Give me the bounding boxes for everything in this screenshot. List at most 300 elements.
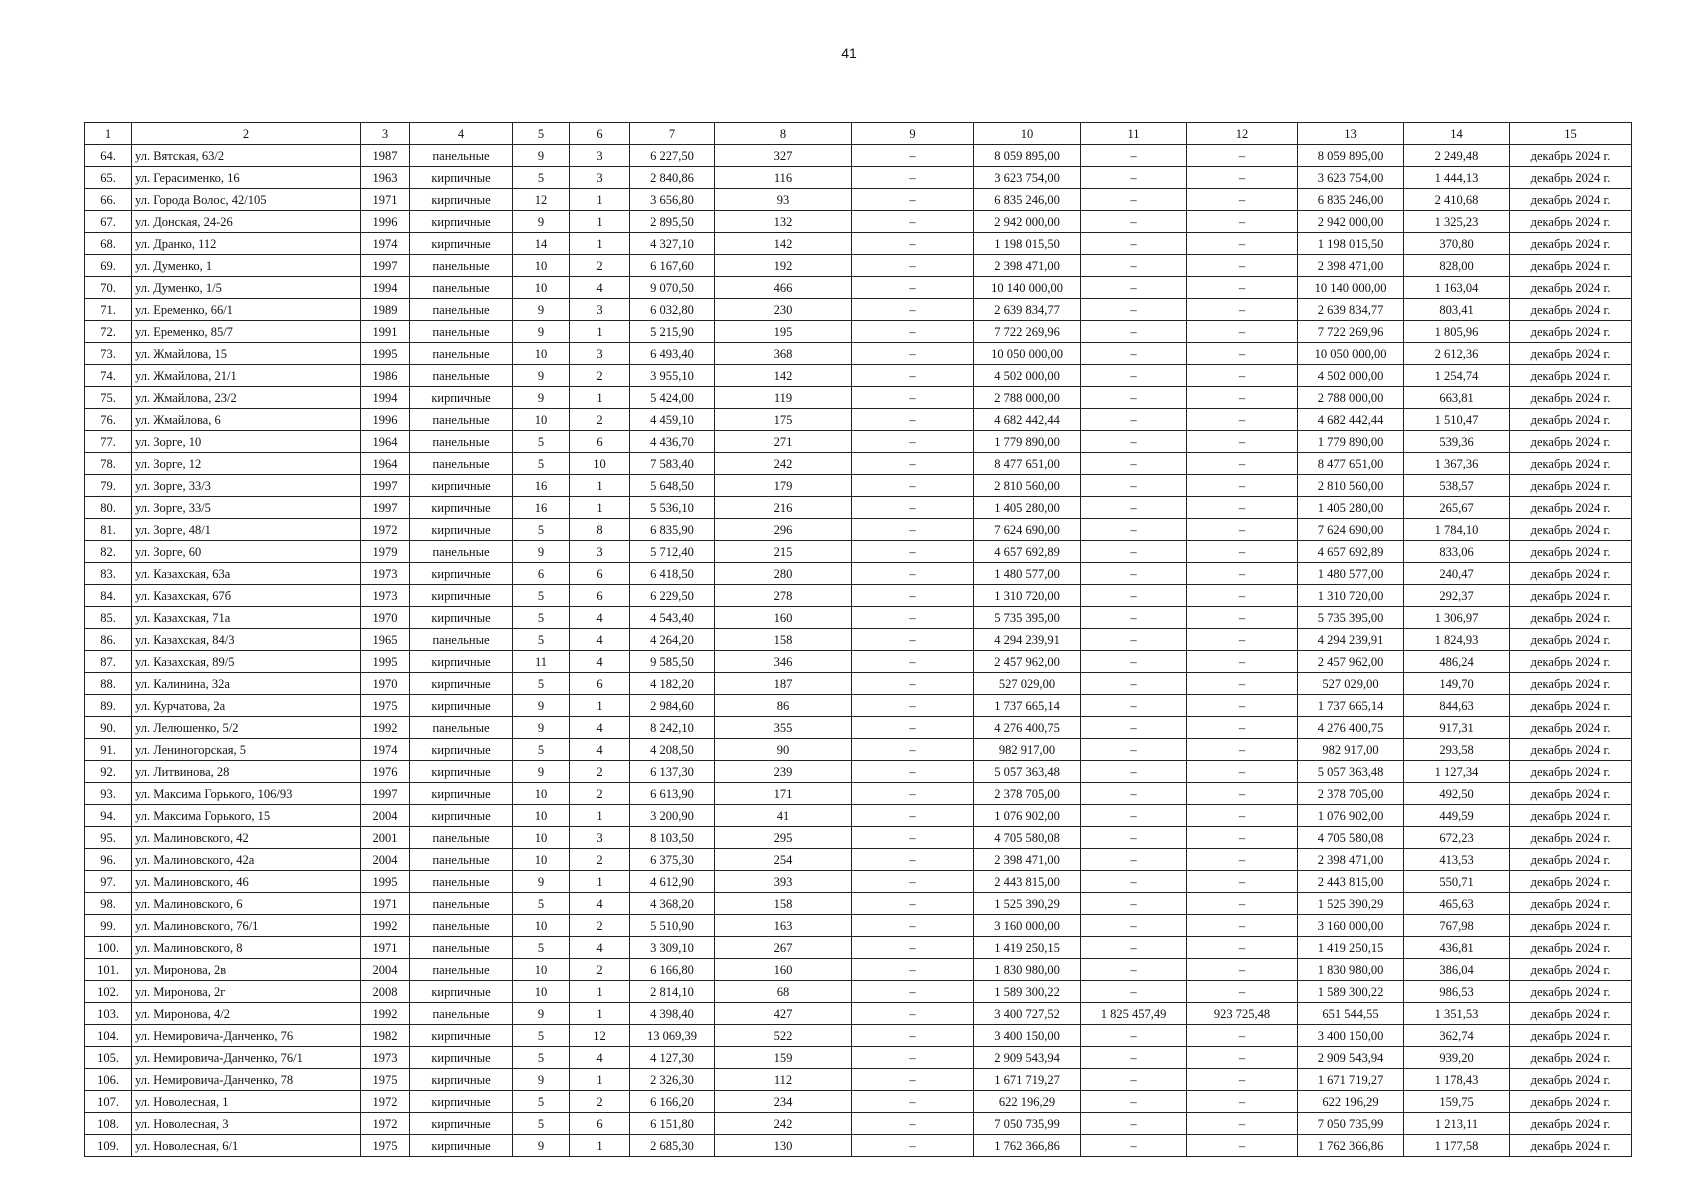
table-cell: – bbox=[852, 1113, 974, 1135]
table-row bbox=[85, 1025, 1632, 1047]
header-row bbox=[85, 123, 1632, 145]
table-cell: 1992 bbox=[361, 915, 410, 937]
table-cell: 4 682 442,44 bbox=[974, 409, 1081, 431]
table-cell: ул. Казахская, 63а bbox=[132, 563, 361, 585]
table-cell: 4 bbox=[570, 1047, 630, 1069]
table-cell: 6 166,20 bbox=[630, 1091, 715, 1113]
table-cell: 292,37 bbox=[1404, 585, 1510, 607]
table-cell: – bbox=[852, 827, 974, 849]
table-cell: – bbox=[852, 497, 974, 519]
table-cell: 3 bbox=[570, 145, 630, 167]
table-cell: 1 310 720,00 bbox=[974, 585, 1081, 607]
table-cell: – bbox=[1081, 981, 1187, 1003]
table-cell: 95. bbox=[85, 827, 132, 849]
table-cell: – bbox=[1187, 277, 1298, 299]
table-cell: ул. Миронова, 2в bbox=[132, 959, 361, 981]
table-row bbox=[85, 211, 1632, 233]
table-cell: 4 682 442,44 bbox=[1298, 409, 1404, 431]
table-cell: кирпичные bbox=[410, 607, 513, 629]
table-cell: 3 955,10 bbox=[630, 365, 715, 387]
table-cell: – bbox=[852, 277, 974, 299]
table-cell: – bbox=[1081, 1069, 1187, 1091]
table-cell: 1992 bbox=[361, 717, 410, 739]
table-cell: декабрь 2024 г. bbox=[1510, 849, 1632, 871]
table-cell: 3 160 000,00 bbox=[1298, 915, 1404, 937]
table-cell: 2 398 471,00 bbox=[1298, 255, 1404, 277]
table-cell: – bbox=[1187, 541, 1298, 563]
table-cell: кирпичные bbox=[410, 585, 513, 607]
table-cell: декабрь 2024 г. bbox=[1510, 519, 1632, 541]
table-cell: – bbox=[1187, 431, 1298, 453]
column-header: 6 bbox=[570, 123, 630, 145]
table-cell: 230 bbox=[715, 299, 852, 321]
table-cell: 4 bbox=[570, 893, 630, 915]
table-cell: 2 bbox=[570, 255, 630, 277]
table-row bbox=[85, 365, 1632, 387]
table-cell: – bbox=[1081, 277, 1187, 299]
table-cell: 982 917,00 bbox=[974, 739, 1081, 761]
table-cell: 240,47 bbox=[1404, 563, 1510, 585]
table-cell: 6 032,80 bbox=[630, 299, 715, 321]
table-row bbox=[85, 233, 1632, 255]
table-cell: – bbox=[1081, 761, 1187, 783]
table-cell: 1 310 720,00 bbox=[1298, 585, 1404, 607]
table-cell: – bbox=[852, 849, 974, 871]
table-cell: 5 bbox=[513, 519, 570, 541]
table-cell: 159,75 bbox=[1404, 1091, 1510, 1113]
table-cell: декабрь 2024 г. bbox=[1510, 1047, 1632, 1069]
table-cell: 10 bbox=[513, 409, 570, 431]
table-cell: 68. bbox=[85, 233, 132, 255]
table-cell: – bbox=[1081, 937, 1187, 959]
table-cell: декабрь 2024 г. bbox=[1510, 871, 1632, 893]
table-cell: – bbox=[1187, 563, 1298, 585]
table-cell: 87. bbox=[85, 651, 132, 673]
table-cell: 4 276 400,75 bbox=[1298, 717, 1404, 739]
table-row bbox=[85, 651, 1632, 673]
table-cell: 6 137,30 bbox=[630, 761, 715, 783]
table-cell: 12 bbox=[570, 1025, 630, 1047]
table-cell: 522 bbox=[715, 1025, 852, 1047]
table-cell: 1987 bbox=[361, 145, 410, 167]
table-cell: 486,24 bbox=[1404, 651, 1510, 673]
table-cell: – bbox=[1187, 387, 1298, 409]
table-cell: 4 327,10 bbox=[630, 233, 715, 255]
table-cell: 9 070,50 bbox=[630, 277, 715, 299]
table-row bbox=[85, 893, 1632, 915]
table-cell: 6 bbox=[570, 1113, 630, 1135]
table-cell: – bbox=[1187, 453, 1298, 475]
table-cell: 242 bbox=[715, 453, 852, 475]
table-cell: 1995 bbox=[361, 343, 410, 365]
table-cell: декабрь 2024 г. bbox=[1510, 145, 1632, 167]
table-cell: 1 367,36 bbox=[1404, 453, 1510, 475]
table-cell: 1997 bbox=[361, 497, 410, 519]
table-cell: кирпичные bbox=[410, 1069, 513, 1091]
table-cell: декабрь 2024 г. bbox=[1510, 365, 1632, 387]
table-cell: – bbox=[1187, 739, 1298, 761]
table-cell: 106. bbox=[85, 1069, 132, 1091]
table-cell: 9 bbox=[513, 387, 570, 409]
column-header: 14 bbox=[1404, 123, 1510, 145]
table-cell: 4 bbox=[570, 937, 630, 959]
table-cell: 8 477 651,00 bbox=[974, 453, 1081, 475]
table-cell: – bbox=[852, 761, 974, 783]
table-cell: ул. Максима Горького, 106/93 bbox=[132, 783, 361, 805]
table-cell: 1991 bbox=[361, 321, 410, 343]
table-cell: 10 bbox=[513, 915, 570, 937]
table-cell: кирпичные bbox=[410, 519, 513, 541]
table-cell: 2 398 471,00 bbox=[1298, 849, 1404, 871]
table-cell: декабрь 2024 г. bbox=[1510, 783, 1632, 805]
table-cell: – bbox=[1187, 365, 1298, 387]
table-cell: 1 671 719,27 bbox=[974, 1069, 1081, 1091]
table-cell: 1 830 980,00 bbox=[1298, 959, 1404, 981]
table-cell: декабрь 2024 г. bbox=[1510, 541, 1632, 563]
table-cell: 2 bbox=[570, 849, 630, 871]
table-cell: 71. bbox=[85, 299, 132, 321]
table-cell: 10 bbox=[513, 981, 570, 1003]
table-cell: ул. Города Волос, 42/105 bbox=[132, 189, 361, 211]
table-row bbox=[85, 431, 1632, 453]
table-cell: декабрь 2024 г. bbox=[1510, 739, 1632, 761]
table-cell: 254 bbox=[715, 849, 852, 871]
table-cell: 10 bbox=[513, 805, 570, 827]
table-cell: декабрь 2024 г. bbox=[1510, 959, 1632, 981]
table-cell: – bbox=[1081, 387, 1187, 409]
column-header: 3 bbox=[361, 123, 410, 145]
table-cell: декабрь 2024 г. bbox=[1510, 453, 1632, 475]
table-cell: 10 bbox=[513, 849, 570, 871]
table-row bbox=[85, 629, 1632, 651]
column-header: 10 bbox=[974, 123, 1081, 145]
table-cell: – bbox=[852, 717, 974, 739]
table-cell: – bbox=[1187, 167, 1298, 189]
table-cell: 7 050 735,99 bbox=[1298, 1113, 1404, 1135]
table-cell: – bbox=[1187, 651, 1298, 673]
table-cell: 3 bbox=[570, 827, 630, 849]
table-row bbox=[85, 937, 1632, 959]
table-cell: 4 294 239,91 bbox=[974, 629, 1081, 651]
table-cell: – bbox=[852, 673, 974, 695]
table-cell: декабрь 2024 г. bbox=[1510, 431, 1632, 453]
table-cell: ул. Литвинова, 28 bbox=[132, 761, 361, 783]
table-cell: 2 457 962,00 bbox=[1298, 651, 1404, 673]
table-cell: – bbox=[852, 211, 974, 233]
table-cell: 1975 bbox=[361, 695, 410, 717]
table-cell: декабрь 2024 г. bbox=[1510, 1069, 1632, 1091]
table-cell: 327 bbox=[715, 145, 852, 167]
table-cell: 923 725,48 bbox=[1187, 1003, 1298, 1025]
table-cell: – bbox=[852, 585, 974, 607]
table-cell: – bbox=[1187, 1113, 1298, 1135]
table-cell: 1997 bbox=[361, 255, 410, 277]
table-cell: 1 510,47 bbox=[1404, 409, 1510, 431]
table-row bbox=[85, 739, 1632, 761]
table-cell: 13 069,39 bbox=[630, 1025, 715, 1047]
table-cell: 73. bbox=[85, 343, 132, 365]
table-cell: – bbox=[1081, 673, 1187, 695]
table-cell: 2 bbox=[570, 365, 630, 387]
table-cell: кирпичные bbox=[410, 475, 513, 497]
table-cell: 90 bbox=[715, 739, 852, 761]
table-cell: 1 bbox=[570, 695, 630, 717]
table-cell: 149,70 bbox=[1404, 673, 1510, 695]
table-cell: – bbox=[1187, 959, 1298, 981]
table-cell: 5 057 363,48 bbox=[1298, 761, 1404, 783]
table-cell: – bbox=[1187, 145, 1298, 167]
table-cell: 1970 bbox=[361, 607, 410, 629]
table-cell: 767,98 bbox=[1404, 915, 1510, 937]
table-cell: 4 bbox=[570, 717, 630, 739]
table-cell: 1 bbox=[570, 211, 630, 233]
table-cell: – bbox=[852, 607, 974, 629]
table-cell: 6 229,50 bbox=[630, 585, 715, 607]
table-cell: декабрь 2024 г. bbox=[1510, 343, 1632, 365]
table-cell: 1 198 015,50 bbox=[1298, 233, 1404, 255]
table-cell: 74. bbox=[85, 365, 132, 387]
table-cell: декабрь 2024 г. bbox=[1510, 981, 1632, 1003]
table-cell: 215 bbox=[715, 541, 852, 563]
table-cell: 4 208,50 bbox=[630, 739, 715, 761]
table-cell: декабрь 2024 г. bbox=[1510, 1113, 1632, 1135]
table-cell: декабрь 2024 г. bbox=[1510, 387, 1632, 409]
table-cell: ул. Новолесная, 1 bbox=[132, 1091, 361, 1113]
table-cell: 90. bbox=[85, 717, 132, 739]
table-cell: 5 057 363,48 bbox=[974, 761, 1081, 783]
table-cell: ул. Жмайлова, 21/1 bbox=[132, 365, 361, 387]
table-cell: 98. bbox=[85, 893, 132, 915]
table-cell: 1 419 250,15 bbox=[1298, 937, 1404, 959]
table-cell: 1 779 890,00 bbox=[974, 431, 1081, 453]
table-cell: 4 657 692,89 bbox=[974, 541, 1081, 563]
table-cell: кирпичные bbox=[410, 211, 513, 233]
table-cell: – bbox=[852, 871, 974, 893]
table-row bbox=[85, 541, 1632, 563]
column-header: 12 bbox=[1187, 123, 1298, 145]
table-cell: – bbox=[1081, 453, 1187, 475]
column-header: 9 bbox=[852, 123, 974, 145]
table-cell: 80. bbox=[85, 497, 132, 519]
table-cell: 355 bbox=[715, 717, 852, 739]
table-cell: – bbox=[1187, 761, 1298, 783]
table-cell: 7 722 269,96 bbox=[974, 321, 1081, 343]
table-cell: 1 405 280,00 bbox=[1298, 497, 1404, 519]
table-cell: 917,31 bbox=[1404, 717, 1510, 739]
table-cell: ул. Зорге, 48/1 bbox=[132, 519, 361, 541]
table-cell: 370,80 bbox=[1404, 233, 1510, 255]
table-cell: 8 059 895,00 bbox=[974, 145, 1081, 167]
table-cell: 1996 bbox=[361, 409, 410, 431]
table-cell: 1 bbox=[570, 1003, 630, 1025]
table-cell: 1994 bbox=[361, 387, 410, 409]
table-cell: – bbox=[1081, 651, 1187, 673]
table-cell: 5 648,50 bbox=[630, 475, 715, 497]
table-cell: 3 bbox=[570, 343, 630, 365]
table-cell: – bbox=[1081, 497, 1187, 519]
table-row bbox=[85, 805, 1632, 827]
table-row bbox=[85, 277, 1632, 299]
table-cell: 4 612,90 bbox=[630, 871, 715, 893]
table-cell: 3 160 000,00 bbox=[974, 915, 1081, 937]
table-cell: 2 bbox=[570, 409, 630, 431]
table-cell: 1979 bbox=[361, 541, 410, 563]
table-cell: 4 502 000,00 bbox=[1298, 365, 1404, 387]
table-cell: декабрь 2024 г. bbox=[1510, 1025, 1632, 1047]
table-cell: панельные bbox=[410, 255, 513, 277]
table-cell: 5 712,40 bbox=[630, 541, 715, 563]
table-cell: ул. Лелюшенко, 5/2 bbox=[132, 717, 361, 739]
table-cell: 1 805,96 bbox=[1404, 321, 1510, 343]
table-cell: 10 bbox=[513, 255, 570, 277]
table-cell: 1 825 457,49 bbox=[1081, 1003, 1187, 1025]
table-cell: 239 bbox=[715, 761, 852, 783]
table-cell: 1 bbox=[570, 189, 630, 211]
table-cell: 4 368,20 bbox=[630, 893, 715, 915]
table-cell: 413,53 bbox=[1404, 849, 1510, 871]
table-cell: 280 bbox=[715, 563, 852, 585]
table-cell: – bbox=[1187, 1135, 1298, 1157]
table-cell: 9 bbox=[513, 321, 570, 343]
table-cell: 5 510,90 bbox=[630, 915, 715, 937]
table-cell: 97. bbox=[85, 871, 132, 893]
table-cell: ул. Максима Горького, 15 bbox=[132, 805, 361, 827]
table-cell: – bbox=[1081, 211, 1187, 233]
table-body bbox=[85, 145, 1632, 1157]
table-cell: – bbox=[1187, 783, 1298, 805]
table-cell: 4 127,30 bbox=[630, 1047, 715, 1069]
table-cell: 83. bbox=[85, 563, 132, 585]
table-cell: 2 788 000,00 bbox=[974, 387, 1081, 409]
table-cell: декабрь 2024 г. bbox=[1510, 1003, 1632, 1025]
table-cell: кирпичные bbox=[410, 497, 513, 519]
table-cell: 3 400 150,00 bbox=[1298, 1025, 1404, 1047]
table-cell: 4 705 580,08 bbox=[1298, 827, 1404, 849]
table-cell: 1 bbox=[570, 805, 630, 827]
table-cell: ул. Немировича-Данченко, 76/1 bbox=[132, 1047, 361, 1069]
table-cell: 9 bbox=[513, 1003, 570, 1025]
table-cell: 195 bbox=[715, 321, 852, 343]
table-cell: декабрь 2024 г. bbox=[1510, 805, 1632, 827]
table-cell: 465,63 bbox=[1404, 893, 1510, 915]
table-cell: 6 bbox=[570, 585, 630, 607]
table-cell: кирпичные bbox=[410, 695, 513, 717]
table-cell: 5 bbox=[513, 739, 570, 761]
table-cell: – bbox=[852, 453, 974, 475]
table-cell: 2 378 705,00 bbox=[1298, 783, 1404, 805]
table-cell: ул. Калинина, 32а bbox=[132, 673, 361, 695]
table-cell: 1 163,04 bbox=[1404, 277, 1510, 299]
table-cell: – bbox=[852, 299, 974, 321]
table-cell: декабрь 2024 г. bbox=[1510, 233, 1632, 255]
table-cell: – bbox=[1081, 783, 1187, 805]
table-cell: 1972 bbox=[361, 1113, 410, 1135]
table-row bbox=[85, 453, 1632, 475]
table-cell: 5 bbox=[513, 937, 570, 959]
table-cell: панельные bbox=[410, 453, 513, 475]
table-cell: 10 140 000,00 bbox=[974, 277, 1081, 299]
table-cell: ул. Малиновского, 42а bbox=[132, 849, 361, 871]
table-cell: 1 405 280,00 bbox=[974, 497, 1081, 519]
table-cell: 3 400 150,00 bbox=[974, 1025, 1081, 1047]
table-row bbox=[85, 673, 1632, 695]
column-header: 4 bbox=[410, 123, 513, 145]
table-cell: панельные bbox=[410, 827, 513, 849]
table-cell: 84. bbox=[85, 585, 132, 607]
table-cell: декабрь 2024 г. bbox=[1510, 673, 1632, 695]
table-cell: 844,63 bbox=[1404, 695, 1510, 717]
table-cell: – bbox=[852, 431, 974, 453]
table-cell: 5 bbox=[513, 1091, 570, 1113]
table-cell: ул. Герасименко, 16 bbox=[132, 167, 361, 189]
table-cell: 10 050 000,00 bbox=[974, 343, 1081, 365]
table-cell: – bbox=[1187, 827, 1298, 849]
table-cell: 6 835 246,00 bbox=[1298, 189, 1404, 211]
table-cell: 1982 bbox=[361, 1025, 410, 1047]
table-cell: 10 bbox=[513, 827, 570, 849]
table-cell: 6 166,80 bbox=[630, 959, 715, 981]
table-cell: 1 198 015,50 bbox=[974, 233, 1081, 255]
table-cell: 5 bbox=[513, 673, 570, 695]
table-cell: – bbox=[1081, 915, 1187, 937]
table-cell: 5 bbox=[513, 1025, 570, 1047]
table-cell: 3 656,80 bbox=[630, 189, 715, 211]
table-cell: 92. bbox=[85, 761, 132, 783]
table-cell: 1 737 665,14 bbox=[974, 695, 1081, 717]
table-cell: – bbox=[852, 365, 974, 387]
table-cell: 6 bbox=[570, 673, 630, 695]
table-row bbox=[85, 497, 1632, 519]
table-cell: – bbox=[852, 959, 974, 981]
table-cell: 102. bbox=[85, 981, 132, 1003]
column-header: 13 bbox=[1298, 123, 1404, 145]
table-cell: 651 544,55 bbox=[1298, 1003, 1404, 1025]
table-cell: 2004 bbox=[361, 849, 410, 871]
table-cell: 94. bbox=[85, 805, 132, 827]
table-row bbox=[85, 761, 1632, 783]
table-cell: 1974 bbox=[361, 233, 410, 255]
table-cell: – bbox=[1187, 255, 1298, 277]
table-cell: – bbox=[1187, 607, 1298, 629]
table-cell: – bbox=[1187, 299, 1298, 321]
table-cell: 3 200,90 bbox=[630, 805, 715, 827]
table-cell: декабрь 2024 г. bbox=[1510, 651, 1632, 673]
table-cell: 4 657 692,89 bbox=[1298, 541, 1404, 563]
table-cell: 10 bbox=[513, 783, 570, 805]
table-row bbox=[85, 321, 1632, 343]
table-cell: – bbox=[1081, 695, 1187, 717]
table-cell: 2 639 834,77 bbox=[974, 299, 1081, 321]
table-cell: 1994 bbox=[361, 277, 410, 299]
table-cell: кирпичные bbox=[410, 783, 513, 805]
table-cell: – bbox=[1081, 431, 1187, 453]
table-cell: – bbox=[852, 915, 974, 937]
table-cell: 6 151,80 bbox=[630, 1113, 715, 1135]
table-cell: – bbox=[852, 563, 974, 585]
table-cell: кирпичные bbox=[410, 651, 513, 673]
table-cell: 550,71 bbox=[1404, 871, 1510, 893]
table-cell: – bbox=[1187, 695, 1298, 717]
table-cell: – bbox=[1081, 629, 1187, 651]
table-cell: 4 182,20 bbox=[630, 673, 715, 695]
table-cell: панельные bbox=[410, 959, 513, 981]
table-cell: 1976 bbox=[361, 761, 410, 783]
table-cell: – bbox=[1081, 959, 1187, 981]
table-cell: – bbox=[1081, 233, 1187, 255]
table-row bbox=[85, 1091, 1632, 1113]
table-cell: – bbox=[1081, 145, 1187, 167]
table-cell: – bbox=[852, 1047, 974, 1069]
